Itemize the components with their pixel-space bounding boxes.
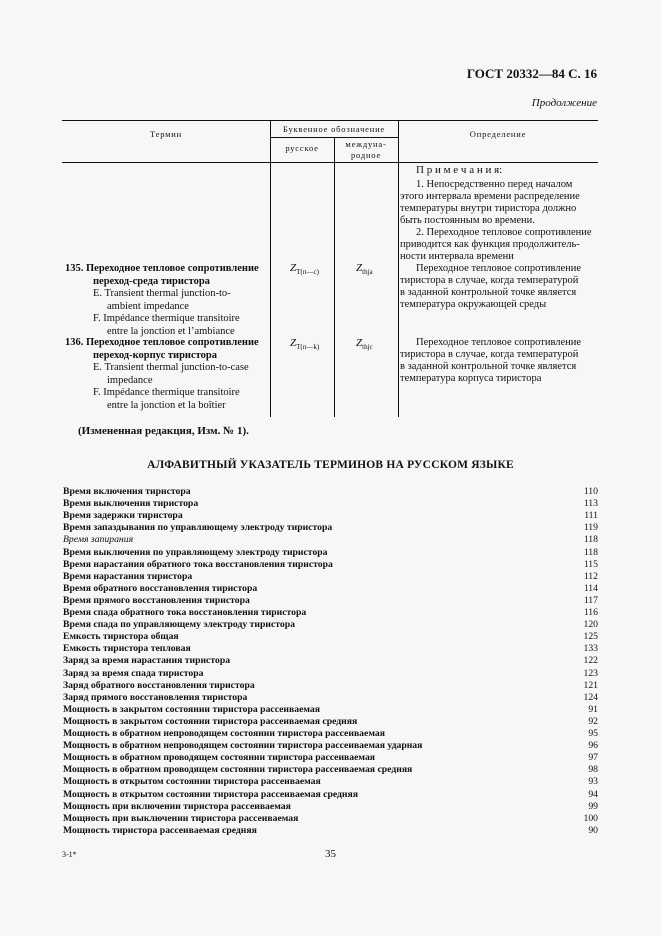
list-item (63, 607, 598, 619)
term-french: entre la jonction et la boîtier (107, 399, 226, 411)
note-line: температуры внутри тиристора должно (400, 203, 577, 214)
index-term-number: 114 (583, 582, 598, 594)
list-item (63, 547, 598, 559)
index-term: Время нарастания обратного тока восстановления тиристора (63, 558, 333, 570)
index-term-number: 91 (588, 703, 598, 715)
term-title: 135. Переходное тепловое сопротивление (65, 263, 259, 274)
list-item (63, 571, 598, 583)
term-title: 136. Переходное тепловое сопротивление (65, 337, 259, 348)
index-term: Время выключения по управляющему электроду тиристора (63, 546, 328, 558)
index-term-number: 123 (583, 667, 598, 679)
index-term: Заряд за время спада тиристора (63, 667, 204, 679)
index-term: Время задержки тиристора (63, 510, 183, 522)
column-header-term: Термин (149, 129, 183, 139)
note-line: ности интервала времени (400, 251, 514, 262)
index-term-number: 92 (588, 715, 598, 727)
index-term-number: 119 (583, 522, 598, 534)
column-header-letter-designation: Буквенное обозначение (282, 124, 385, 134)
index-term-number: 94 (588, 788, 598, 800)
index-term-number: 111 (584, 510, 598, 522)
index-term: Мощность в обратном проводящем состоянии тиристора рассеиваемая (63, 752, 376, 764)
definition-line: Переходное тепловое сопротивление (416, 263, 582, 274)
index-term: Заряд обратного восстановления тиристора (63, 679, 255, 691)
index-term: Мощность при выключении тиристора рассеиваемая (63, 812, 299, 824)
list-item (63, 728, 598, 740)
definition-line: в заданной контрольной точке является (400, 361, 577, 372)
symbol-international: $Z_{thjc}$ (356, 337, 373, 352)
list-item (63, 680, 598, 692)
index-term-number: 122 (583, 655, 598, 667)
list-item (63, 534, 598, 546)
term-english: E. Transient thermal junction-to- (93, 288, 231, 299)
list-item (63, 668, 598, 680)
index-term-number: 124 (583, 691, 598, 703)
symbol-russian: $Z_{T(п—с)}$ (290, 262, 319, 277)
index-term-number: 93 (588, 776, 598, 788)
term-english: E. Transient thermal junction-to-case (93, 362, 249, 373)
index-term-number: 99 (588, 800, 598, 812)
list-item (63, 643, 598, 655)
index-term: Время спада по управляющему электроду тиристора (63, 619, 295, 631)
index-term: Время прямого восстановления тиристора (63, 594, 250, 606)
index-term: Мощность при включении тиристора рассеиваемая (63, 800, 291, 812)
index-term-number: 110 (583, 486, 598, 497)
index-term: Мощность в обратном непроводящем состоянии тиристора рассеиваемая ударная (63, 740, 423, 752)
list-item (63, 716, 598, 728)
index-term-number: 118 (583, 534, 598, 546)
note-line: приводится как функция продолжитель- (400, 239, 580, 250)
document-id: ГОСТ 20332—84 С. 16 (466, 66, 597, 81)
index-term: Мощность в закрытом состоянии тиристора рассеиваемая средняя (63, 715, 358, 727)
index-term: Мощность в открытом состоянии тиристора рассеиваемая (63, 776, 321, 788)
list-item (63, 801, 598, 813)
term-english: impedance (107, 374, 153, 386)
index-term: Заряд прямого восстановления тиристора (63, 691, 248, 703)
footer-code: 3-1* (62, 850, 77, 859)
index-term: Время запаздывания по управляющему электроду тиристора (63, 522, 333, 534)
index-title: АЛФАВИТНЫЙ УКАЗАТЕЛЬ ТЕРМИНОВ НА РУССКОМ ЯЗЫКЕ (147, 459, 514, 471)
index-term-number: 118 (583, 546, 598, 558)
term-french: F. Impédance thermique transitoire (93, 387, 240, 398)
index-term-number: 115 (583, 558, 598, 570)
index-term-number: 98 (588, 764, 598, 776)
index-term: Мощность в закрытом состоянии тиристора рассеиваемая (63, 703, 321, 715)
note-line: 1. Непосредственно перед началом (416, 179, 573, 190)
definition-line: Переходное тепловое сопротивление (416, 337, 582, 348)
index-term-number: 121 (583, 679, 598, 691)
index-term-number: 117 (583, 594, 598, 606)
index-term: Время включения тиристора (63, 486, 191, 497)
index-term-number: 125 (583, 631, 598, 643)
term-french: entre la jonction et l’ambiance (107, 325, 235, 337)
definition-line: тиристора в случае, когда температурой (400, 349, 579, 360)
index-term: Емкость тиристора общая (63, 631, 179, 643)
definition-line: температура корпуса тиристора (400, 373, 542, 384)
term-english: ambient impedance (107, 300, 189, 312)
term-french: F. Impédance thermique transitoire (93, 313, 240, 324)
list-item (63, 825, 598, 837)
note-line: П р и м е ч а н и я: (416, 164, 503, 176)
index-term-number: 96 (588, 740, 598, 752)
index-term-number: 90 (588, 824, 598, 836)
index-term-number: 113 (583, 498, 598, 510)
index-term: Время спада обратного тока восстановления тиристора (63, 607, 307, 618)
list-item (63, 752, 598, 764)
index-term: Мощность в открытом состоянии тиристора рассеиваемая средняя (63, 788, 358, 800)
list-item (63, 764, 598, 776)
index-term-number: 97 (588, 752, 598, 764)
column-header-international: междуна-родное (345, 139, 387, 160)
index-term-number: 133 (583, 643, 598, 655)
list-item (63, 583, 598, 595)
amendment-note: (Измененная редакция, Изм. № 1). (78, 425, 249, 437)
list-item (63, 559, 598, 571)
list-item (63, 486, 598, 498)
index-term-number: 112 (583, 570, 598, 582)
page-number: 35 (325, 848, 336, 860)
note-line: этого интервала времени распределение (400, 191, 580, 202)
index-term-number: 116 (583, 607, 598, 618)
list-item (63, 704, 598, 716)
definition-line: тиристора в случае, когда температурой (400, 275, 579, 286)
column-header-definition: Определение (469, 129, 527, 139)
continuation-label: Продолжение (531, 97, 597, 109)
index-term-number: 120 (583, 619, 598, 631)
index-term: Время запирания (63, 534, 134, 546)
definition-line: в заданной контрольной точке является (400, 287, 577, 298)
note-line: 2. Переходное тепловое сопротивление (416, 227, 592, 238)
list-item (63, 813, 598, 825)
definition-line: температура окружающей среды (400, 299, 547, 310)
index-term-number: 95 (588, 728, 598, 739)
index-term-number: 100 (583, 812, 598, 824)
index-term: Емкость тиристора тепловая (63, 643, 191, 655)
symbol-russian: $Z_{T(п—k)}$ (290, 337, 320, 352)
note-line: быть постоянным во времени. (400, 215, 535, 226)
symbol-international: $Z_{thja}$ (356, 262, 373, 277)
index-term: Время выключения тиристора (63, 498, 199, 510)
index-term: Мощность в обратном непроводящем состоянии тиристора рассеиваемая (63, 728, 385, 739)
list-item (63, 655, 598, 667)
list-item (63, 776, 598, 788)
list-item (63, 789, 598, 801)
index-term: Мощность в обратном проводящем состоянии тиристора рассеиваемая средняя (63, 764, 413, 776)
term-title: переход-среда тиристора (93, 275, 210, 287)
index-term: Время обратного восстановления тиристора (63, 582, 258, 594)
list-item (63, 522, 598, 534)
list-item (63, 595, 598, 607)
list-item (63, 498, 598, 510)
term-title: переход-корпус тиристора (93, 349, 217, 361)
list-item (63, 510, 598, 522)
index-term: Мощность тиристора рассеиваемая средняя (63, 824, 257, 836)
list-item (63, 692, 598, 704)
index-term: Заряд за время нарастания тиристора (63, 655, 231, 667)
list-item (63, 631, 598, 643)
list-item (63, 619, 598, 631)
column-header-russian: русское (285, 143, 319, 153)
index-term: Время нарастания тиристора (63, 570, 193, 582)
list-item (63, 740, 598, 752)
